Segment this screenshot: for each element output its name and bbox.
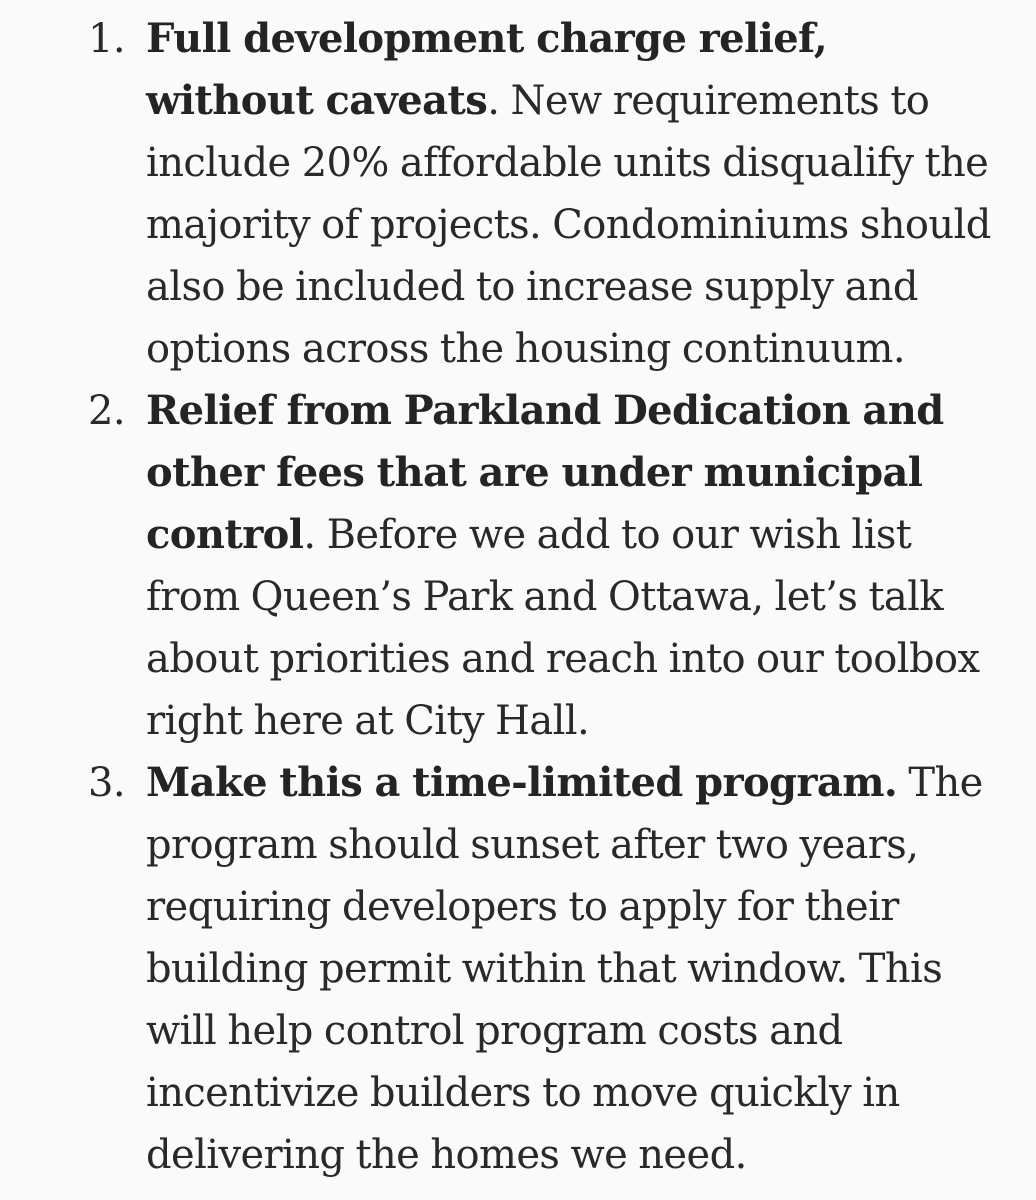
list-item-body: New requirements to include 20% affordable units disqualify the majority of projects. Condominiums should also be included to increase supply and options across the housing continuum.: [146, 78, 991, 372]
list-item: [0, 752, 1036, 1186]
list-item-title: Make this a time-limited program.: [146, 759, 898, 806]
list-item-body: The program should sunset after two years, requiring developers to apply for their building permit within that window. This will help control program costs and incentivize builders to move quickly in delivering the homes we need.: [146, 760, 983, 1178]
list-item-number: 3.: [88, 760, 125, 806]
list-item-title: Full development charge relief, without caveats: [146, 15, 828, 124]
list-item-number: 1.: [88, 16, 125, 62]
list-item: [0, 8, 1036, 380]
list-item: [0, 380, 1036, 752]
list-item-separator: .: [303, 512, 316, 558]
list-item-separator: .: [487, 78, 500, 124]
list-item-title: Relief from Parkland Dedication and other fees that are under municipal control: [146, 387, 944, 558]
policy-list: [0, 8, 1036, 1186]
list-item-body: Before we add to our wish list from Queen’s Park and Ottawa, let’s talk about priorities and reach into our toolbox right here at City Hall.: [146, 512, 980, 744]
list-item-number: 2.: [88, 388, 125, 434]
